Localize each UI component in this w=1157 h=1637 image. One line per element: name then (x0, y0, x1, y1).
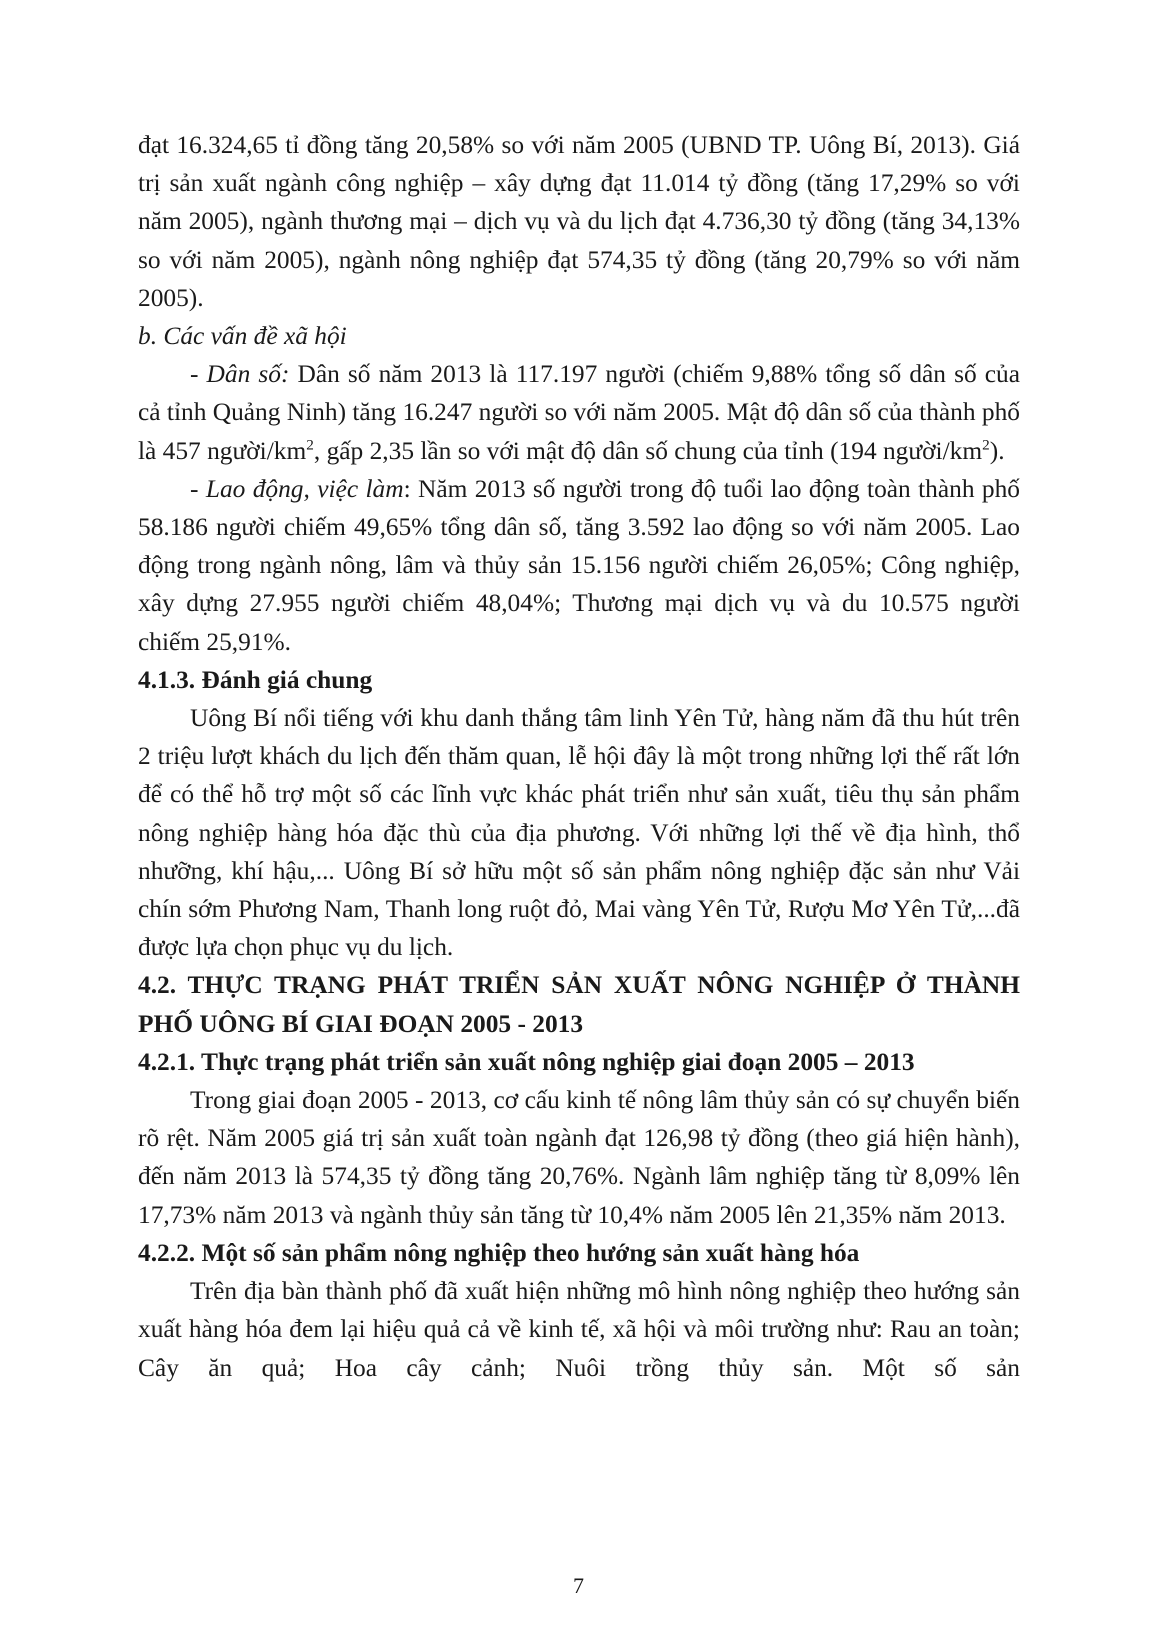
economy-paragraph: đạt 16.324,65 tỉ đồng tăng 20,58% so với năm 2005 (UBND TP. Uông Bí, 2013). Giá trị sản xuất ngành công nghiệp – xây dựng đạt 11.014 tỷ đồng (tăng 17,29% so với năm 2005), ngành thương mại – dịch vụ và du lịch đạt 4.736,30 tỷ đồng (tăng 34,13% so với năm 2005), ngành nông nghiệp đạt 574,35 tỷ đồng (tăng 20,79% so với năm 2005). (138, 131, 1020, 312)
superscript-2: 2 (982, 436, 990, 454)
social-issues-heading: b. Các vấn đề xã hội (138, 322, 347, 351)
page-number: 7 (573, 1573, 584, 1598)
section-4-1-3-heading: 4.1.3. Đánh giá chung (138, 665, 373, 694)
population-paragraph (138, 355, 1020, 470)
superscript-1: 2 (306, 436, 314, 454)
section-4-2-heading: 4.2. THỰC TRẠNG PHÁT TRIỂN SẢN XUẤT NÔNG NGHIỆP Ở THÀNH PHỐ UÔNG BÍ GIAI ĐOẠN 2005 - 2013 (138, 971, 1020, 1038)
population-text-3: ). (989, 436, 1005, 465)
labor-text: : Năm 2013 số người trong độ tuổi lao động toàn thành phố 58.186 người chiếm 49,65% tổng dân số, tăng 3.592 lao động so với năm 2005. Lao động trong ngành nông, lâm và thủy sản 15.156 người chiếm 26,05%; Công nghiệp, xây dựng 27.955 người chiếm 48,04%; Thương mại dịch vụ và du 10.575 người chiếm 25,91%. (138, 474, 1020, 656)
population-text-1: Dân số năm 2013 là 117.197 người (chiếm 9,88% tổng số dân số của cả tỉnh Quảng Ninh) tăng 16.247 người so với năm 2005. Mật độ dân số của thành phố là 457 người/km (138, 360, 1020, 465)
document-page (138, 126, 1020, 1387)
population-label: - Dân số: (190, 360, 290, 389)
section-4-2-1-paragraph: Trong giai đoạn 2005 - 2013, cơ cấu kinh tế nông lâm thủy sản có sự chuyển biến rõ rệt. Năm 2005 giá trị sản xuất toàn ngành đạt 126,98 tỷ đồng (theo giá hiện hành), đến năm 2013 là 574,35 tỷ đồng tăng 20,76%. Ngành lâm nghiệp tăng từ 8,09% lên 17,73% năm 2013 và ngành thủy sản tăng từ 10,4% năm 2005 lên 21,35% năm 2013. (138, 1086, 1020, 1229)
section-4-1-3-paragraph: Uông Bí nổi tiếng với khu danh thắng tâm linh Yên Tử, hàng năm đã thu hút trên 2 triệu lượt khách du lịch đến thăm quan, lễ hội đây là một trong những lợi thế rất lớn để có thể hỗ trợ một số các lĩnh vực khác phát triển như sản xuất, tiêu thụ sản phẩm nông nghiệp hàng hóa đặc thù của địa phương. Với những lợi thế về địa hình, thổ nhưỡng, khí hậu,... Uông Bí sở hữu một số sản phẩm nông nghiệp đặc sản như Vải chín sớm Phương Nam, Thanh long ruột đỏ, Mai vàng Yên Tử, Rượu Mơ Yên Tử,...đã được lựa chọn phục vụ du lịch. (138, 704, 1020, 962)
population-text-2: , gấp 2,35 lần so với mật độ dân số chung của tỉnh (194 người/km (313, 436, 983, 465)
labor-label: - Lao động, việc làm (190, 474, 404, 503)
labor-paragraph (138, 470, 1020, 661)
section-4-2-2-paragraph: Trên địa bàn thành phố đã xuất hiện những mô hình nông nghiệp theo hướng sản xuất hàng hóa đem lại hiệu quả cả về kinh tế, xã hội và môi trường như: Rau an toàn; Cây ăn quả; Hoa cây cảnh; Nuôi trồng thủy sản. Một số sản (138, 1277, 1020, 1382)
section-4-2-2-heading: 4.2.2. Một số sản phẩm nông nghiệp theo hướng sản xuất hàng hóa (138, 1238, 860, 1267)
section-4-2-1-heading: 4.2.1. Thực trạng phát triển sản xuất nông nghiệp giai đoạn 2005 – 2013 (138, 1047, 915, 1076)
